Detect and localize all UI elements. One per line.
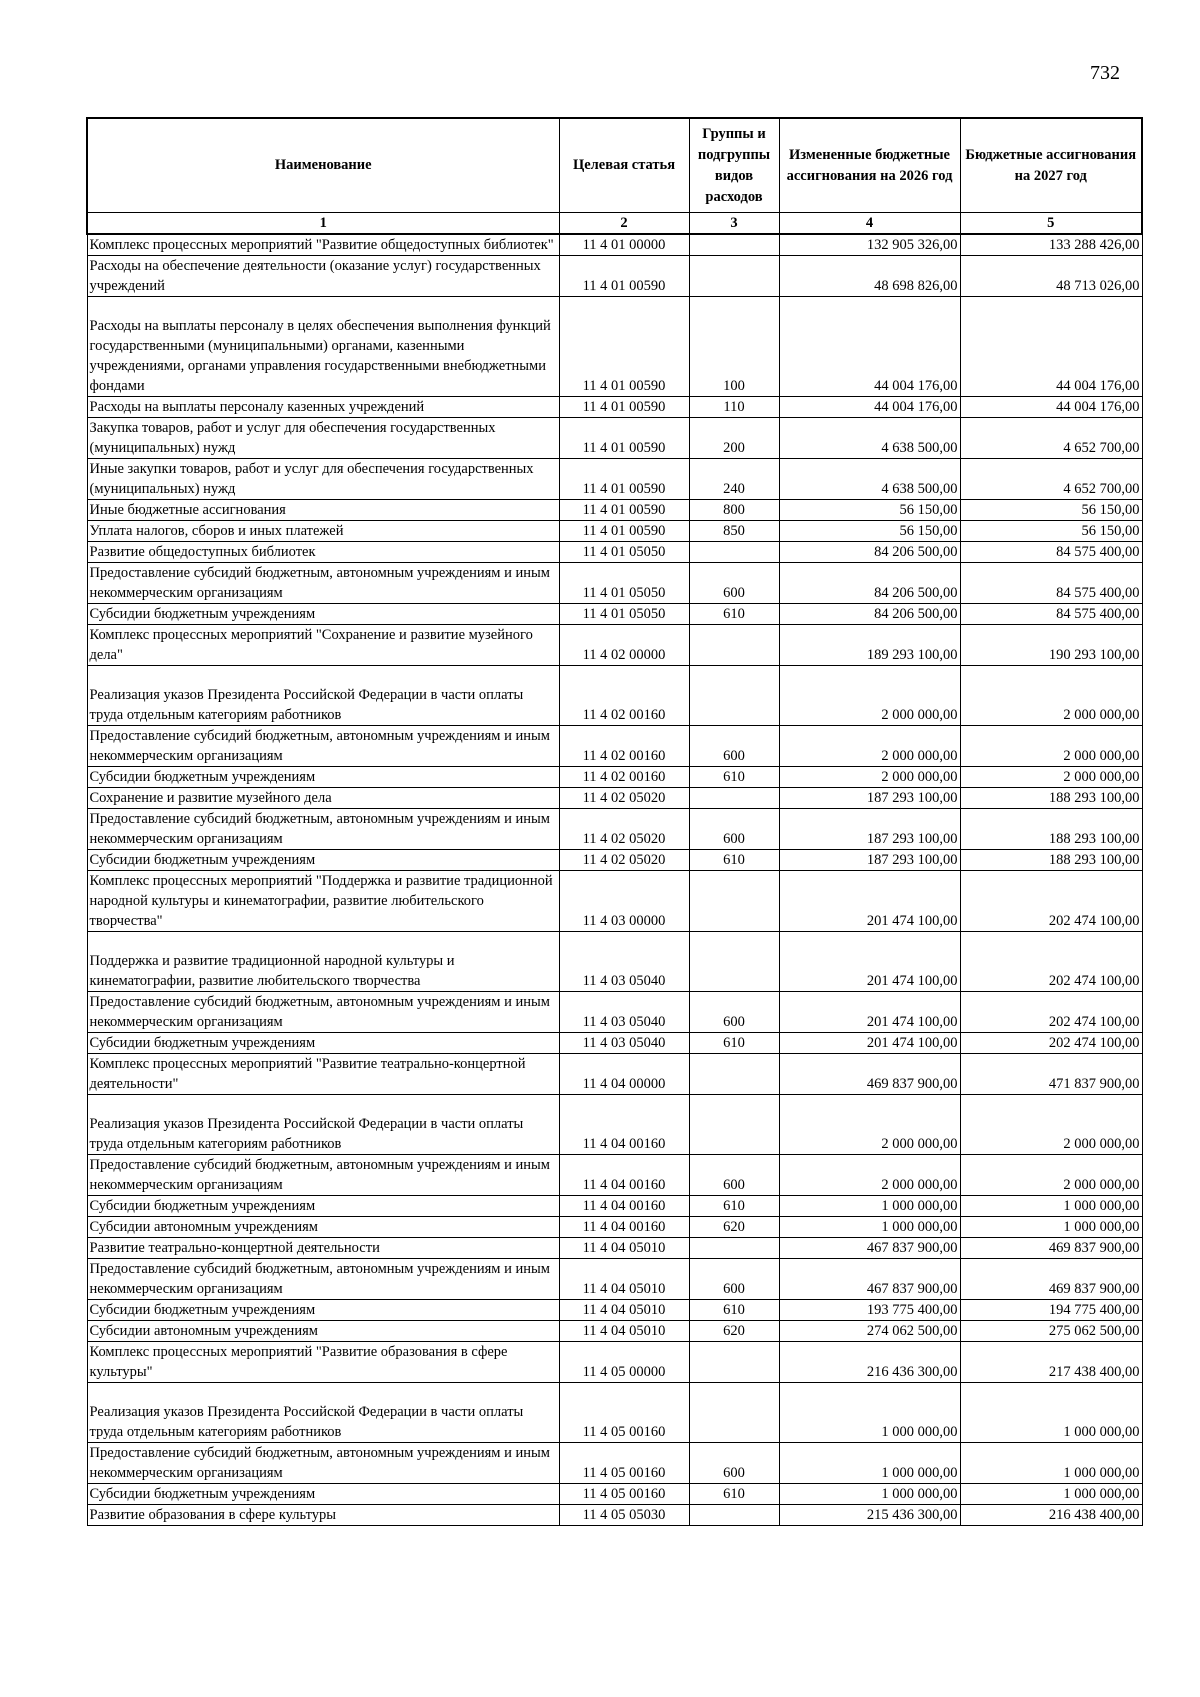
- row-target-code: 11 4 02 05020: [559, 788, 689, 809]
- table-row: [87, 604, 1142, 625]
- table-body: [87, 234, 1142, 1526]
- row-amount-2027: 2 000 000,00: [960, 726, 1142, 767]
- row-amount-2026: 469 837 900,00: [779, 1054, 960, 1095]
- row-group-code: [689, 932, 779, 992]
- row-amount-2026: 1 000 000,00: [779, 1484, 960, 1505]
- row-amount-2026: 201 474 100,00: [779, 992, 960, 1033]
- row-target-code: 11 4 04 05010: [559, 1238, 689, 1259]
- row-target-code: 11 4 04 00160: [559, 1155, 689, 1196]
- row-target-code: 11 4 04 05010: [559, 1300, 689, 1321]
- table-row: [87, 1238, 1142, 1259]
- row-name: Субсидии бюджетным учреждениям: [87, 850, 559, 871]
- row-amount-2027: 1 000 000,00: [960, 1196, 1142, 1217]
- row-group-code: 600: [689, 809, 779, 850]
- row-amount-2026: 4 638 500,00: [779, 459, 960, 500]
- row-name: Субсидии автономным учреждениям: [87, 1217, 559, 1238]
- row-group-code: [689, 256, 779, 297]
- table-row: [87, 1196, 1142, 1217]
- row-name: Предоставление субсидий бюджетным, автономным учреждениям и иным некоммерческим организациям: [87, 563, 559, 604]
- row-amount-2027: 4 652 700,00: [960, 418, 1142, 459]
- row-amount-2026: 2 000 000,00: [779, 767, 960, 788]
- row-target-code: 11 4 01 00590: [559, 297, 689, 397]
- row-amount-2027: 2 000 000,00: [960, 1155, 1142, 1196]
- table-row: [87, 625, 1142, 666]
- row-amount-2027: 471 837 900,00: [960, 1054, 1142, 1095]
- row-name: Иные бюджетные ассигнования: [87, 500, 559, 521]
- row-amount-2027: 202 474 100,00: [960, 871, 1142, 932]
- row-target-code: 11 4 01 00590: [559, 256, 689, 297]
- row-amount-2027: 217 438 400,00: [960, 1342, 1142, 1383]
- row-amount-2027: 188 293 100,00: [960, 850, 1142, 871]
- row-group-code: 610: [689, 767, 779, 788]
- row-amount-2026: 56 150,00: [779, 500, 960, 521]
- row-group-code: 100: [689, 297, 779, 397]
- row-target-code: 11 4 02 00160: [559, 666, 689, 726]
- table-row: [87, 1443, 1142, 1484]
- row-name: Поддержка и развитие традиционной народной культуры и кинематографии, развитие любительского творчества: [87, 932, 559, 992]
- row-name: Реализация указов Президента Российской Федерации в части оплаты труда отдельным категориям работников: [87, 1095, 559, 1155]
- row-group-code: 800: [689, 500, 779, 521]
- row-amount-2027: 202 474 100,00: [960, 992, 1142, 1033]
- row-amount-2027: 1 000 000,00: [960, 1217, 1142, 1238]
- table-row: [87, 1505, 1142, 1526]
- row-amount-2026: 44 004 176,00: [779, 297, 960, 397]
- row-amount-2026: 189 293 100,00: [779, 625, 960, 666]
- table-row: [87, 871, 1142, 932]
- row-name: Субсидии автономным учреждениям: [87, 1321, 559, 1342]
- row-name: Субсидии бюджетным учреждениям: [87, 604, 559, 625]
- row-amount-2027: 1 000 000,00: [960, 1443, 1142, 1484]
- row-amount-2026: 193 775 400,00: [779, 1300, 960, 1321]
- row-target-code: 11 4 01 00590: [559, 521, 689, 542]
- row-name: Развитие общедоступных библиотек: [87, 542, 559, 563]
- row-name: Комплекс процессных мероприятий "Развитие образования в сфере культуры": [87, 1342, 559, 1383]
- table-row: [87, 297, 1142, 397]
- table-row: [87, 418, 1142, 459]
- row-name: Закупка товаров, работ и услуг для обеспечения государственных (муниципальных) нужд: [87, 418, 559, 459]
- row-amount-2027: 190 293 100,00: [960, 625, 1142, 666]
- row-name: Реализация указов Президента Российской Федерации в части оплаты труда отдельным категориям работников: [87, 666, 559, 726]
- row-amount-2026: 187 293 100,00: [779, 788, 960, 809]
- row-name: Сохранение и развитие музейного дела: [87, 788, 559, 809]
- row-name: Уплата налогов, сборов и иных платежей: [87, 521, 559, 542]
- row-target-code: 11 4 03 05040: [559, 992, 689, 1033]
- table-row: [87, 521, 1142, 542]
- row-amount-2026: 201 474 100,00: [779, 1033, 960, 1054]
- column-number: 1: [87, 213, 559, 235]
- row-target-code: 11 4 01 00000: [559, 234, 689, 256]
- table-row: [87, 542, 1142, 563]
- row-group-code: 240: [689, 459, 779, 500]
- row-amount-2026: 4 638 500,00: [779, 418, 960, 459]
- row-amount-2026: 1 000 000,00: [779, 1217, 960, 1238]
- row-target-code: 11 4 04 00000: [559, 1054, 689, 1095]
- row-amount-2027: 4 652 700,00: [960, 459, 1142, 500]
- row-target-code: 11 4 01 05050: [559, 563, 689, 604]
- row-name: Субсидии бюджетным учреждениям: [87, 1484, 559, 1505]
- row-name: Предоставление субсидий бюджетным, автономным учреждениям и иным некоммерческим организациям: [87, 1259, 559, 1300]
- row-group-code: 600: [689, 1155, 779, 1196]
- row-name: Предоставление субсидий бюджетным, автономным учреждениям и иным некоммерческим организациям: [87, 1443, 559, 1484]
- row-amount-2027: 188 293 100,00: [960, 809, 1142, 850]
- table-row: [87, 1095, 1142, 1155]
- row-amount-2027: 2 000 000,00: [960, 666, 1142, 726]
- row-group-code: 610: [689, 1033, 779, 1054]
- row-target-code: 11 4 04 00160: [559, 1095, 689, 1155]
- table-row: [87, 1217, 1142, 1238]
- column-number: 2: [559, 213, 689, 235]
- row-target-code: 11 4 01 00590: [559, 418, 689, 459]
- row-group-code: 610: [689, 1484, 779, 1505]
- row-amount-2026: 48 698 826,00: [779, 256, 960, 297]
- row-amount-2026: 84 206 500,00: [779, 542, 960, 563]
- column-number-row: [87, 213, 1142, 235]
- column-number: 4: [779, 213, 960, 235]
- budget-table: [86, 117, 1143, 1526]
- row-name: Комплекс процессных мероприятий "Развитие театрально-концертной деятельности": [87, 1054, 559, 1095]
- row-name: Расходы на выплаты персоналу казенных учреждений: [87, 397, 559, 418]
- table-row: [87, 256, 1142, 297]
- row-target-code: 11 4 05 05030: [559, 1505, 689, 1526]
- header-row: [87, 118, 1142, 213]
- table-row: [87, 726, 1142, 767]
- table-row: [87, 1054, 1142, 1095]
- row-amount-2026: 187 293 100,00: [779, 809, 960, 850]
- row-name: Комплекс процессных мероприятий "Сохранение и развитие музейного дела": [87, 625, 559, 666]
- row-amount-2026: 84 206 500,00: [779, 604, 960, 625]
- row-name: Комплекс процессных мероприятий "Поддержка и развитие традиционной народной культуры и кинематографии, развитие любительского творчества": [87, 871, 559, 932]
- row-amount-2027: 188 293 100,00: [960, 788, 1142, 809]
- row-group-code: 620: [689, 1321, 779, 1342]
- row-target-code: 11 4 01 05050: [559, 542, 689, 563]
- table-row: [87, 1259, 1142, 1300]
- row-target-code: 11 4 02 05020: [559, 809, 689, 850]
- row-name: Предоставление субсидий бюджетным, автономным учреждениям и иным некоммерческим организациям: [87, 726, 559, 767]
- row-amount-2026: 274 062 500,00: [779, 1321, 960, 1342]
- row-amount-2027: 84 575 400,00: [960, 563, 1142, 604]
- row-target-code: 11 4 01 00590: [559, 459, 689, 500]
- row-amount-2026: 201 474 100,00: [779, 871, 960, 932]
- row-group-code: 610: [689, 1300, 779, 1321]
- row-amount-2027: 133 288 426,00: [960, 234, 1142, 256]
- row-amount-2026: 2 000 000,00: [779, 726, 960, 767]
- table-row: [87, 397, 1142, 418]
- row-group-code: [689, 1505, 779, 1526]
- column-number: 5: [960, 213, 1142, 235]
- row-name: Комплекс процессных мероприятий "Развитие общедоступных библиотек": [87, 234, 559, 256]
- row-group-code: [689, 542, 779, 563]
- row-amount-2027: 48 713 026,00: [960, 256, 1142, 297]
- row-group-code: [689, 666, 779, 726]
- row-group-code: 600: [689, 563, 779, 604]
- row-group-code: [689, 1054, 779, 1095]
- table-row: [87, 666, 1142, 726]
- row-name: Субсидии бюджетным учреждениям: [87, 767, 559, 788]
- row-amount-2027: 2 000 000,00: [960, 1095, 1142, 1155]
- table-row: [87, 563, 1142, 604]
- row-amount-2026: 467 837 900,00: [779, 1238, 960, 1259]
- row-amount-2027: 44 004 176,00: [960, 397, 1142, 418]
- row-amount-2026: 132 905 326,00: [779, 234, 960, 256]
- header-changed-2026: Измененные бюджетные ассигнования на 2026 год: [779, 118, 960, 213]
- row-target-code: 11 4 04 05010: [559, 1321, 689, 1342]
- row-group-code: 200: [689, 418, 779, 459]
- column-number: 3: [689, 213, 779, 235]
- row-name: Расходы на выплаты персоналу в целях обеспечения выполнения функций государственными (муниципальными) органами, казенными учреждениями, органами управления государственными внебюджетными фондами: [87, 297, 559, 397]
- row-target-code: 11 4 01 00590: [559, 500, 689, 521]
- table-row: [87, 1383, 1142, 1443]
- row-target-code: 11 4 04 05010: [559, 1259, 689, 1300]
- row-name: Субсидии бюджетным учреждениям: [87, 1196, 559, 1217]
- row-amount-2026: 2 000 000,00: [779, 1155, 960, 1196]
- row-target-code: 11 4 04 00160: [559, 1217, 689, 1238]
- row-target-code: 11 4 01 05050: [559, 604, 689, 625]
- row-target-code: 11 4 05 00000: [559, 1342, 689, 1383]
- row-amount-2026: 1 000 000,00: [779, 1196, 960, 1217]
- table-row: [87, 850, 1142, 871]
- row-amount-2027: 56 150,00: [960, 500, 1142, 521]
- row-amount-2027: 202 474 100,00: [960, 932, 1142, 992]
- row-group-code: [689, 1238, 779, 1259]
- table-row: [87, 1033, 1142, 1054]
- row-target-code: 11 4 02 00160: [559, 726, 689, 767]
- row-amount-2027: 194 775 400,00: [960, 1300, 1142, 1321]
- row-name: Развитие театрально-концертной деятельности: [87, 1238, 559, 1259]
- page-number: 732: [1090, 62, 1120, 84]
- row-group-code: [689, 1383, 779, 1443]
- header-name: Наименование: [87, 118, 559, 213]
- table-row: [87, 500, 1142, 521]
- header-budget-2027: Бюджетные ассигнования на 2027 год: [960, 118, 1142, 213]
- row-name: Субсидии бюджетным учреждениям: [87, 1300, 559, 1321]
- table-row: [87, 1321, 1142, 1342]
- table-row: [87, 767, 1142, 788]
- row-amount-2027: 56 150,00: [960, 521, 1142, 542]
- row-amount-2027: 84 575 400,00: [960, 604, 1142, 625]
- row-amount-2026: 44 004 176,00: [779, 397, 960, 418]
- row-name: Реализация указов Президента Российской Федерации в части оплаты труда отдельным категориям работников: [87, 1383, 559, 1443]
- table-row: [87, 1155, 1142, 1196]
- row-amount-2027: 469 837 900,00: [960, 1238, 1142, 1259]
- row-amount-2027: 84 575 400,00: [960, 542, 1142, 563]
- row-target-code: 11 4 05 00160: [559, 1383, 689, 1443]
- row-name: Предоставление субсидий бюджетным, автономным учреждениям и иным некоммерческим организациям: [87, 992, 559, 1033]
- table-row: [87, 1300, 1142, 1321]
- row-group-code: 110: [689, 397, 779, 418]
- row-target-code: 11 4 03 05040: [559, 1033, 689, 1054]
- table-row: [87, 788, 1142, 809]
- row-group-code: 850: [689, 521, 779, 542]
- row-amount-2027: 1 000 000,00: [960, 1383, 1142, 1443]
- row-name: Субсидии бюджетным учреждениям: [87, 1033, 559, 1054]
- row-amount-2026: 84 206 500,00: [779, 563, 960, 604]
- row-target-code: 11 4 03 00000: [559, 871, 689, 932]
- row-group-code: [689, 625, 779, 666]
- row-target-code: 11 4 02 05020: [559, 850, 689, 871]
- row-group-code: [689, 871, 779, 932]
- row-amount-2026: 467 837 900,00: [779, 1259, 960, 1300]
- table-row: [87, 459, 1142, 500]
- row-amount-2026: 56 150,00: [779, 521, 960, 542]
- table-row: [87, 1342, 1142, 1383]
- row-group-code: [689, 1095, 779, 1155]
- row-target-code: 11 4 02 00000: [559, 625, 689, 666]
- row-amount-2027: 44 004 176,00: [960, 297, 1142, 397]
- row-name: Предоставление субсидий бюджетным, автономным учреждениям и иным некоммерческим организациям: [87, 809, 559, 850]
- row-amount-2026: 215 436 300,00: [779, 1505, 960, 1526]
- row-amount-2026: 2 000 000,00: [779, 666, 960, 726]
- table-row: [87, 932, 1142, 992]
- table-row: [87, 809, 1142, 850]
- row-group-code: [689, 234, 779, 256]
- row-amount-2027: 1 000 000,00: [960, 1484, 1142, 1505]
- table-row: [87, 992, 1142, 1033]
- row-target-code: 11 4 04 00160: [559, 1196, 689, 1217]
- row-target-code: 11 4 05 00160: [559, 1443, 689, 1484]
- table-row: [87, 1484, 1142, 1505]
- row-target-code: 11 4 05 00160: [559, 1484, 689, 1505]
- row-group-code: 600: [689, 726, 779, 767]
- row-group-code: [689, 1342, 779, 1383]
- header-target: Целевая статья: [559, 118, 689, 213]
- row-group-code: 610: [689, 850, 779, 871]
- row-name: Предоставление субсидий бюджетным, автономным учреждениям и иным некоммерческим организациям: [87, 1155, 559, 1196]
- row-name: Расходы на обеспечение деятельности (оказание услуг) государственных учреждений: [87, 256, 559, 297]
- row-amount-2027: 469 837 900,00: [960, 1259, 1142, 1300]
- row-amount-2027: 216 438 400,00: [960, 1505, 1142, 1526]
- row-amount-2026: 1 000 000,00: [779, 1383, 960, 1443]
- row-amount-2027: 275 062 500,00: [960, 1321, 1142, 1342]
- row-name: Развитие образования в сфере культуры: [87, 1505, 559, 1526]
- row-amount-2027: 2 000 000,00: [960, 767, 1142, 788]
- row-amount-2026: 2 000 000,00: [779, 1095, 960, 1155]
- row-group-code: [689, 788, 779, 809]
- table-row: [87, 234, 1142, 256]
- row-amount-2027: 202 474 100,00: [960, 1033, 1142, 1054]
- row-amount-2026: 1 000 000,00: [779, 1443, 960, 1484]
- row-target-code: 11 4 02 00160: [559, 767, 689, 788]
- row-group-code: 610: [689, 1196, 779, 1217]
- row-group-code: 600: [689, 1443, 779, 1484]
- row-target-code: 11 4 03 05040: [559, 932, 689, 992]
- row-amount-2026: 201 474 100,00: [779, 932, 960, 992]
- header-group: Группы и подгруппы видов расходов: [689, 118, 779, 213]
- row-group-code: 610: [689, 604, 779, 625]
- row-group-code: 620: [689, 1217, 779, 1238]
- row-name: Иные закупки товаров, работ и услуг для обеспечения государственных (муниципальных) нужд: [87, 459, 559, 500]
- row-target-code: 11 4 01 00590: [559, 397, 689, 418]
- row-group-code: 600: [689, 1259, 779, 1300]
- row-amount-2026: 216 436 300,00: [779, 1342, 960, 1383]
- row-group-code: 600: [689, 992, 779, 1033]
- row-amount-2026: 187 293 100,00: [779, 850, 960, 871]
